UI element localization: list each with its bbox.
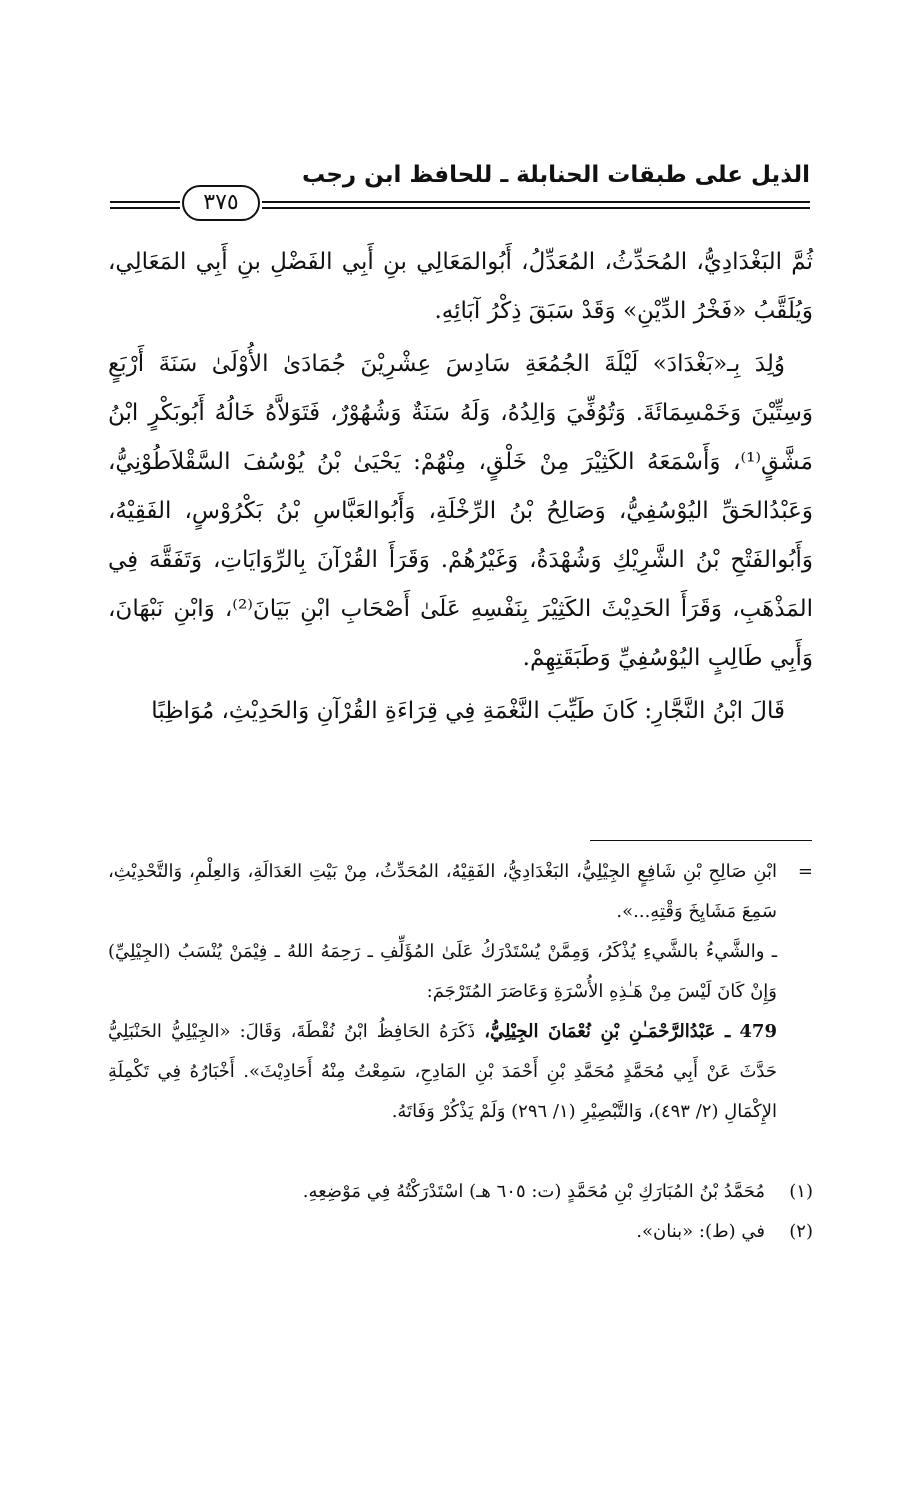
- footnote-separator: [590, 840, 812, 841]
- header-rule-right-top: [262, 201, 810, 203]
- continuation-mark: =: [797, 861, 813, 882]
- main-text: [108, 238, 813, 736]
- header-rule-left-top: [110, 201, 180, 203]
- continuation-text: ابْنِ صَالِحِ بْنِ شَافِعٍ الجِيْلِيُّ، البَغْدَادِيُّ، الفَقِيْهُ، المُحَدِّثُ، مِنْ بَيْتِ العَدَالَةِ، وَالعِلْمِ، وَالتَّحْدِيْثِ، سَمِعَ مَشَايِخَ وَقْتِهِ...».: [108, 861, 777, 922]
- header-rule-right-bottom: [262, 207, 810, 209]
- footnote-text: مُحَمَّدُ بْنُ المُبَارَكِ بْنِ مُحَمَّدٍ (ت: ٦٠٥ هـ) اسْتَدْرَكْتُهُ فِي مَوْضِعِهِ.: [302, 1181, 765, 1202]
- entry-head: ـ عَبْدُالرَّحْمَـٰنِ بْنِ نُعْمَانَ الجِيْلِيُّ،: [484, 1021, 731, 1042]
- paragraph-1: ثُمَّ البَغْدَادِيُّ، المُحَدِّثُ، المُعَدِّلُ، أَبُوالمَعَالِي بنِ أَبِي الفَضْلِ بنِ أَبِي المَعَالِي، وَيُلَقَّبُ «فَخْرُ الدِّيْنِ» وَقَدْ سَبَقَ ذِكْرُ آبَائِهِ.: [108, 249, 813, 324]
- header-rule-left-bottom: [110, 207, 180, 209]
- entry-text: ذَكَرَهُ الحَافِظُ ابْنُ نُقْطَةَ، وَقَالَ: «الجِيْلِيُّ الحَنْبَلِيُّ حَدَّثَ عَنْ أَبِي مُحَمَّدٍ مُحَمَّدِ بْنِ أَحْمَدَ بْنِ المَادِحِ، سَمِعْتُ مِنْهُ أَحَادِيْثَ». أَخْبَارُهُ فِي تَكْمِلَةِ الإِكْمَالِ (٢/ ٤٩٣)، وَالتَّبْصِيْرِ (١/ ٢٩٦) وَلَمْ يَذْكُرْ وَفَاتَهُ.: [108, 1021, 777, 1122]
- continued-notes: [108, 852, 813, 1132]
- entry-paragraph: [108, 1012, 813, 1132]
- footnote-text: في (ط): «بنان».: [636, 1221, 765, 1242]
- footnotes: [108, 1172, 813, 1252]
- footnote-number: (٢): [789, 1221, 813, 1242]
- continuation-note: [108, 852, 813, 932]
- note-paragraph: ـ والشَّيءُ بالشَّيءِ يُذْكَرُ، وَمِمَّنْ يُسْتَدْرَكُ عَلَىٰ المُؤَلِّفِ ـ رَحِمَهُ اللهُ ـ فِيْمَنْ يُنْسَبُ (الجِيْلِيِّ) وَإِنْ كَانَ لَيْسَ مِنْ هَـٰذِهِ الأُسْرَةِ وَعَاصَرَ المُتَرْجَمَ:: [108, 941, 777, 1002]
- footnote-2: [108, 1212, 813, 1252]
- running-title: الذيل على طبقات الحنابلة ـ للحافظ ابن رجب: [301, 162, 810, 188]
- footnote-number: (١): [789, 1181, 813, 1202]
- footnote-1: [108, 1172, 813, 1212]
- entry-number: 479: [739, 1021, 777, 1042]
- page-number: ٣٧٥: [182, 185, 260, 221]
- paragraph-2: وُلِدَ بِـ«بَغْدَادَ» لَيْلَةَ الجُمُعَةِ سَادِسَ عِشْرِيْنَ جُمَادَىٰ الأُوْلَىٰ سَنَةَ أَرْبَعٍ وَسِتِّيْنَ وَخَمْسِمَائَةَ. وَتُوُفِّيَ وَالِدُهُ، وَلَهُ سَنَةٌ وَشُهُوْرٌ، فَتَوَلاَّهُ خَالُهُ أَبُوبَكْرٍ ابْنُ مَشَّقٍ⁽¹⁾، وَأَسْمَعَهُ الكَثِيْرَ مِنْ خَلْقٍ، مِنْهُمْ: يَحْيَىٰ بْنُ يُوْسُفَ السَّقْلاَطُوْنِيُّ، وَعَبْدُالحَقِّ اليُوْسُفِيُّ، وَصَالِحُ بْنُ الرِّخْلَةِ، وَأَبُوالعَبَّاسِ بْنُ بَكْرُوْسٍ، الفَقِيْهُ، وَأَبُوالفَتْحِ بْنُ الشَّرِيْكِ وَشُهْدَةُ، وَغَيْرُهُمْ. وَقَرَأَ القُرْآنَ بِالرِّوَايَاتِ، وَتَفَقَّهَ فِي المَذْهَبِ، وَقَرَأَ الحَدِيْثَ الكَثِيْرَ بِنَفْسِهِ عَلَىٰ أَصْحَابِ ابْنِ بَيَانَ⁽²⁾، وَابْنِ نَبْهَانَ، وَأَبِي طَالِبٍ اليُوْسُفِيِّ وَطَبَقَتِهِمْ.: [108, 351, 813, 671]
- paragraph-3: قَالَ ابْنُ النَّجَّارِ: كَانَ طَيِّبَ النَّغْمَةِ فِي قِرَاءَةِ القُرْآنِ وَالحَدِيْثِ، مُوَاظِبًا: [151, 698, 785, 724]
